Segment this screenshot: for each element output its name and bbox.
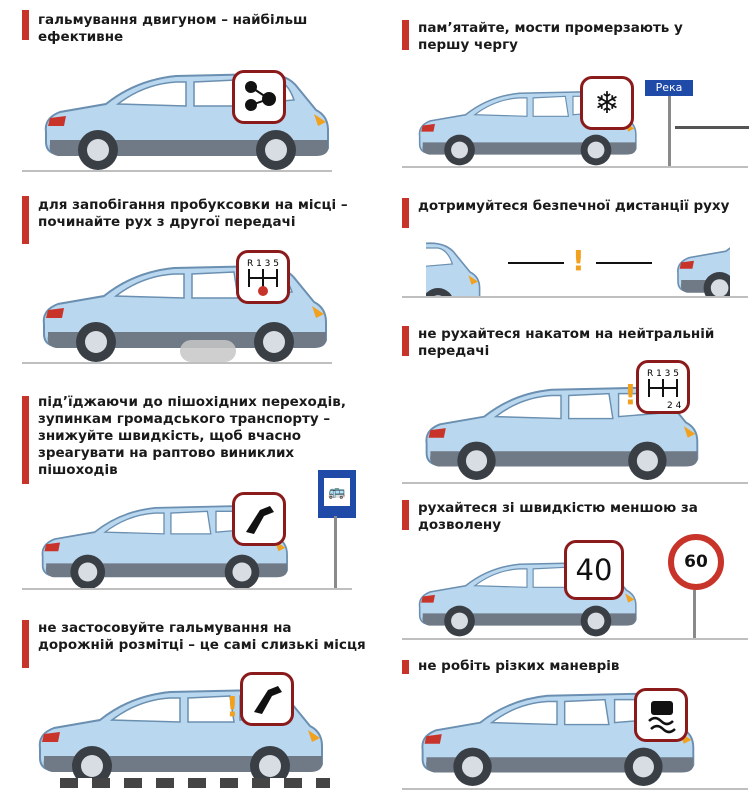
- sign-pole: [693, 590, 696, 638]
- distance-arrow-left: [508, 262, 564, 264]
- accent-bar: [22, 196, 29, 244]
- bus-icon: 🚌: [324, 478, 350, 506]
- tip-caption: не застосовуйте гальмування на дорожній розмітці – це самі слизькі місця: [38, 620, 366, 653]
- car-front: [660, 224, 730, 296]
- accent-bar: [402, 326, 409, 356]
- tire-smoke: [180, 340, 236, 362]
- sign-pole: [334, 516, 337, 588]
- road-line: [402, 638, 748, 640]
- bus-stop-sign: [318, 470, 356, 518]
- road-marking: [60, 778, 330, 788]
- speed-panel-sign: 40: [564, 540, 624, 600]
- accent-bar: [402, 500, 409, 530]
- gear-shift-icon: [636, 360, 690, 414]
- tip-caption: не рухайтеся накатом на нейтральній передачі: [418, 326, 715, 359]
- accent-bar: [402, 660, 409, 674]
- accent-bar: [402, 198, 409, 228]
- road-line: [402, 788, 748, 790]
- warning-icon: !: [226, 690, 239, 723]
- tip-caption: під’їджаючи до пішохідних переходів, зупинкам громадського транспорту – знижуйте швидкість, щоб вчасно зреагувати на раптово виниклих пішоходів: [38, 394, 346, 478]
- slippery-road-icon: [634, 688, 688, 742]
- bridge-railing: [675, 126, 749, 169]
- gear-top-label: R 1 3 5: [646, 369, 680, 379]
- warning-icon: !: [572, 244, 585, 277]
- brake-hand-icon: [232, 492, 286, 546]
- car-rear: [426, 240, 498, 296]
- distance-arrow-right: [596, 262, 652, 264]
- river-sign: Река: [645, 80, 693, 96]
- tip-caption: дотримуйтеся безпечної дистанції руху: [418, 198, 730, 214]
- road-line: [22, 362, 332, 364]
- sign-pole: [668, 96, 671, 166]
- accent-bar: [22, 10, 29, 40]
- road-line: [22, 170, 332, 172]
- brake-hand-icon: [240, 672, 294, 726]
- snowflake-icon: ❄: [580, 76, 634, 130]
- road-line: [22, 588, 352, 590]
- road-line: [402, 296, 748, 298]
- road-line: [402, 482, 748, 484]
- warning-icon: !: [624, 378, 637, 411]
- gear-shift-icon: [236, 250, 290, 304]
- accent-bar: [22, 396, 29, 484]
- tip-caption: рухайтеся зі швидкістю меншою за дозволену: [418, 500, 698, 533]
- accent-bar: [402, 20, 409, 50]
- speed-limit-sign: 60: [668, 534, 724, 590]
- gear-bottom-label: 2 4: [667, 401, 682, 409]
- engine-brake-icon: [232, 70, 286, 124]
- car-illustration: [36, 70, 336, 170]
- tip-caption: не робіть різких маневрів: [418, 658, 620, 674]
- tip-caption: для запобігання пробуксовки на місці – починайте рух з другої передачі: [38, 197, 348, 230]
- tip-caption: гальмування двигуном – найбільш ефективне: [38, 12, 308, 45]
- accent-bar: [22, 620, 29, 668]
- gear-top-label: R 1 3 5: [246, 259, 280, 269]
- tip-caption: пам’ятайте, мости промерзають у першу чергу: [418, 20, 683, 53]
- road-line: [402, 166, 748, 168]
